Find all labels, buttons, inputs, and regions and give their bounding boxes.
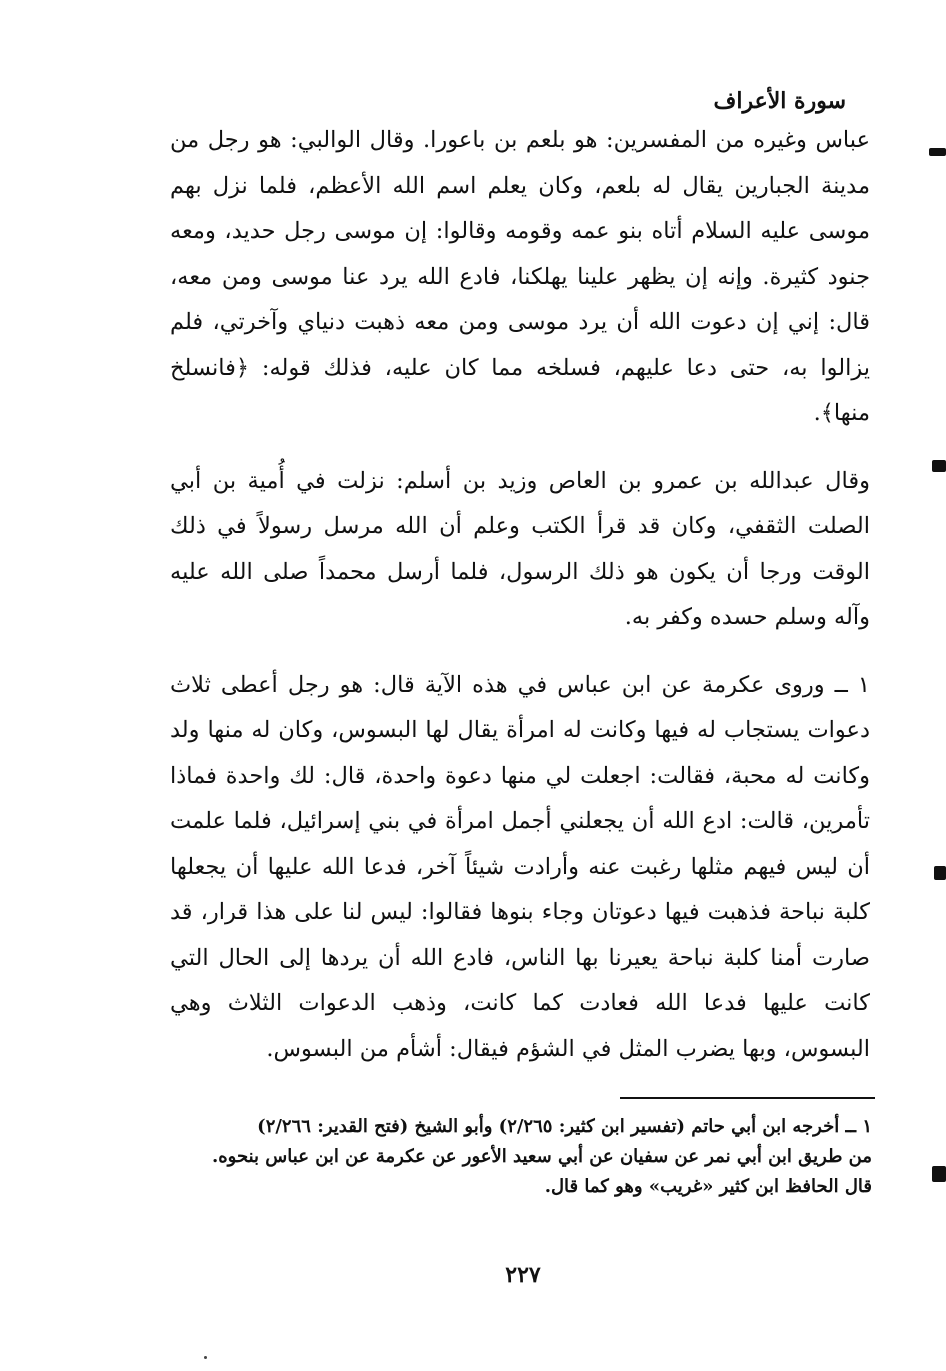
footnote-line: قال الحافظ ابن كثير «غريب» وهو كما قال. (544, 1176, 872, 1197)
paragraph: ١ ــ وروى عكرمة عن ابن عباس في هذه الآية قال: هو رجل أعطى ثلاث دعوات يستجاب له فيها وكانت له امرأة يقال لها البسوس، وكان له منها ولد وكانت له محبة، فقالت: اجعلت لي منها دعوة واحدة، قال: لك واحدة فماذا تأمرين، قالت: ادع الله أن يجعلني أجمل امرأة في بني إسرائيل، فلما علمت أن ليس فيهم مثلها رغبت عنه وأرادت شيئاً آخر، فدعا الله عليها أن يجعلها كلبة نباحة فذهبت فيها دعوتان وجاء بنوها فقالوا: ليس لنا على هذا قرار، قد صارت أمنا كلبة نباحة يعيرنا بها الناس، فادع الله أن يردها إلى الحال التي كانت عليها فدعا الله فعادت كما كانت، وذهب الدعوات الثلاث وهي البسوس، وبها يضرب المثل في الشؤم فيقال: أشأم من البسوس. (170, 671, 870, 1062)
margin-scan-mark (929, 148, 946, 156)
page-number: ٢٢٧ (505, 1262, 541, 1288)
paragraph: عباس وغيره من المفسرين: هو بلعم بن باعورا. وقال الوالبي: هو رجل من مدينة الجبارين يقال له بلعم، وكان يعلم اسم الله الأعظم، فلما نزل بهم موسى عليه السلام أتاه بنو عمه وقومه وقالوا: إن موسى رجل حديد، ومعه جنود كثيرة. وإنه إن يظهر علينا يهلكنا، فادع الله يرد عنا موسى ومن معه، قال: إني إن دعوت الله أن يرد موسى ومن معه ذهبت دنياي وآخرتي، فلم يزالوا به، حتى دعا عليهم، فسلخه مما كان عليه، فذلك قوله: ﴿فانسلخ منها﴾. (170, 127, 870, 426)
scan-speck (204, 1356, 207, 1359)
running-header-surah-title: سورة الأعراف (713, 88, 846, 114)
margin-scan-mark (932, 460, 946, 472)
footnote-line: ١ ــ أخرجه ابن أبي حاتم (تفسير ابن كثير: ٢/٢٦٥) وأبو الشيخ (فتح القدير: ٢/٢٦٦) (257, 1116, 872, 1137)
margin-scan-mark (932, 1166, 946, 1182)
footnotes (160, 1112, 872, 1202)
footnote-separator (620, 1097, 875, 1099)
margin-scan-mark (934, 866, 946, 880)
main-text (170, 118, 870, 1094)
paragraph: وقال عبدالله بن عمرو بن العاص وزيد بن أسلم: نزلت في أُمية بن أبي الصلت الثقفي، وكان قد قرأ الكتب وعلم أن الله مرسل رسولاً في ذلك الوقت ورجا أن يكون هو ذلك الرسول، فلما أرسل محمداً صلى الله عليه وآله وسلم حسده وكفر به. (170, 467, 870, 630)
footnote-line: من طريق ابن أبي نمر عن سفيان عن أبي سعيد الأعور عن عكرمة عن ابن عباس بنحوه. (211, 1146, 872, 1167)
